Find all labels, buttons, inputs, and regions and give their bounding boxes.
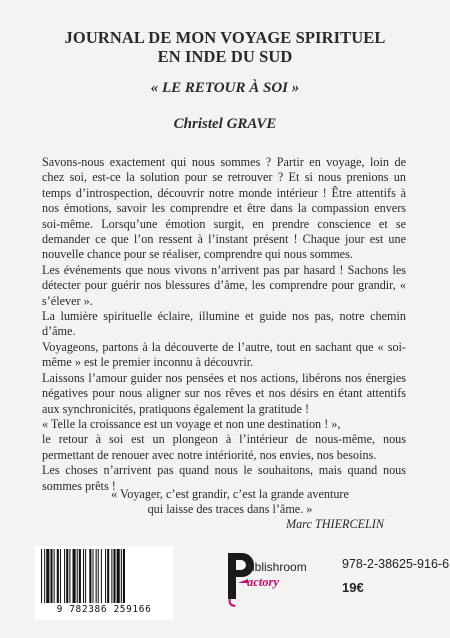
quote-author: Marc THIERCELIN <box>285 517 384 531</box>
blurb-paragraph: Les événements que nous vivons n’arrivent pas par hasard ! Sachons les détecter pour guérir nos blessures d’âme, les comprendre pour grandir, « s’élever ». <box>42 262 406 308</box>
blurb-text <box>42 155 406 494</box>
publisher-name: ublishroom <box>248 560 307 574</box>
barcode-bars <box>41 549 167 603</box>
epigraph-quote <box>75 487 385 518</box>
price: 19€ <box>342 580 364 595</box>
title-line-1: JOURNAL DE MON VOYAGE SPIRITUEL <box>64 28 386 47</box>
subtitle: « LE RETOUR À SOI » <box>150 80 300 96</box>
title-line-2: EN INDE DU SUD <box>157 47 293 66</box>
barcode-digits: 9 782386 259166 <box>56 604 152 615</box>
blurb-paragraph: Laissons l’amour guider nos pensées et nos actions, libérons nos énergies négatives pour nous aligner sur nos rêves et nos désirs en étant attentifs aux synchronicités, pratiquons également la gratitude ! <box>42 370 406 416</box>
quote-line: qui laisse des traces dans l’âme. » <box>147 502 313 517</box>
blurb-paragraph: Les choses n’arrivent pas quand nous le souhaitons, mais quand nous sommes prêts ! <box>42 463 406 493</box>
blurb-paragraph: le retour à soi est un plongeon à l’intérieur de nous-même, nous permettant de renouer avec notre intériorité, nos envies, nos besoins. <box>42 432 406 462</box>
quote-line: « Voyager, c’est grandir, c’est la grande aventure <box>111 487 349 501</box>
blurb-paragraph: Voyageons, partons à la découverte de l’autre, tout en sachant que « soi-même » est le premier inconnu à découvrir. <box>42 339 406 370</box>
blurb-paragraph: La lumière spirituelle éclaire, illumine et guide nos pas, notre chemin d’âme. <box>42 309 406 339</box>
author-name: Christel GRAVE <box>173 116 277 132</box>
isbn-barcode <box>35 546 173 620</box>
isbn-number: 978-2-38625-916-6 <box>342 557 450 571</box>
blurb-paragraph: « Telle la croissance est un voyage et non une destination ! », <box>42 416 341 431</box>
publisher-name-accent: actory <box>247 575 279 589</box>
blurb-paragraph: Savons-nous exactement qui nous sommes ? Partir en voyage, loin de chez soi, est-ce la solution pour se retrouver ? Et si nous prenions un temps d’introspection, découvrir notre monde intérieur ! Être attentifs à nos émotions, savoir les comprendre et être dans la compassion envers soi-même. Lorsqu’une émotion surgit, en prendre conscience et se demander ce que l’on ressent à l’instant présent ! Chaque jour est une nouvelle chance pour se réaliser, comprendre qui nous sommes. <box>42 155 406 262</box>
